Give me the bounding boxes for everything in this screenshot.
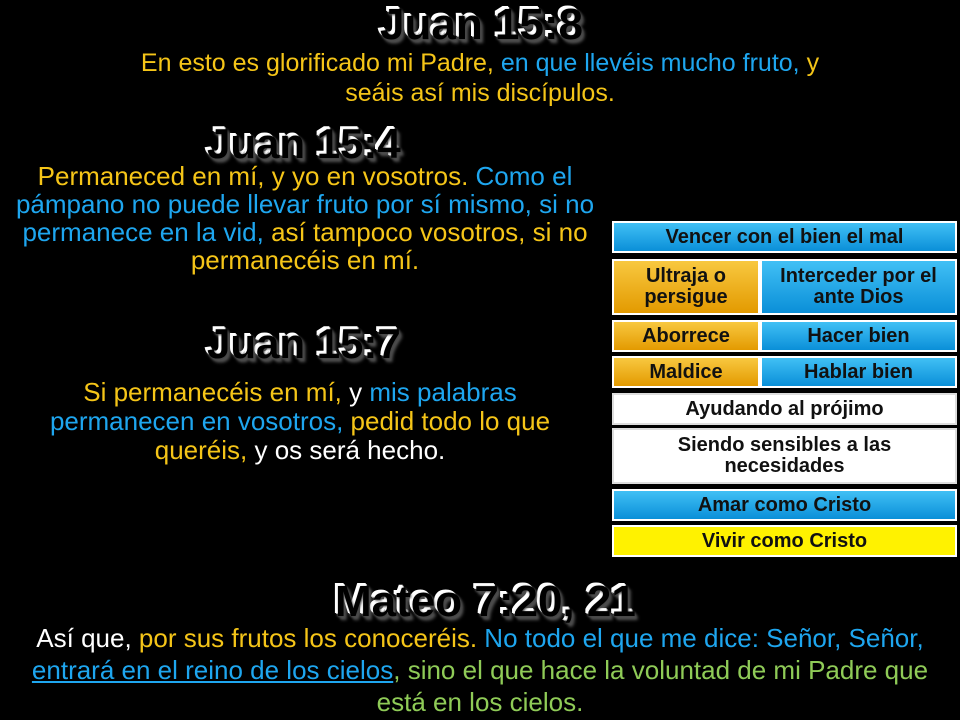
juan-15-7-part-5: y os será hecho. bbox=[247, 435, 446, 465]
juan-15-8-part-3: y bbox=[799, 49, 820, 77]
mateo-text bbox=[8, 622, 952, 718]
box-ultraja: Ultraja o persigue bbox=[612, 259, 760, 315]
box-amar: Amar como Cristo bbox=[612, 489, 957, 521]
juan-15-8-part-1: En esto es glorificado mi Padre, bbox=[140, 49, 494, 77]
juan-15-4-heading: Juan 15:4 bbox=[205, 118, 399, 165]
box-maldice: Maldice bbox=[612, 356, 760, 388]
juan-15-8-part-4: seáis así mis discípulos. bbox=[345, 79, 615, 107]
box-vivir: Vivir como Cristo bbox=[612, 525, 957, 557]
juan-15-7-part-2: y bbox=[341, 377, 370, 407]
mateo-part-3: No todo el que me dice: Señor, Señor, bbox=[477, 623, 924, 653]
box-aborrece: Aborrece bbox=[612, 320, 760, 352]
juan-15-4-part-1: Permaneced en mí, y yo en vosotros. bbox=[37, 161, 469, 191]
box-hablar-bien: Hablar bien bbox=[760, 356, 957, 388]
juan-15-4-part-3: así tampoco vosotros, si no permanecéis en mí. bbox=[190, 217, 588, 275]
juan-15-4-text bbox=[10, 162, 600, 274]
juan-15-7-text bbox=[15, 378, 585, 465]
box-ayudando: Ayudando al prójimo bbox=[612, 393, 957, 425]
juan-15-4-part-2: Como el pámpano no puede llevar fruto por sí mismo, si no permanece en la vid, bbox=[15, 161, 595, 247]
mateo-part-1: Así que, bbox=[36, 623, 132, 653]
juan-15-7-part-1: Si permanecéis en mí, bbox=[83, 377, 342, 407]
box-hacer-bien: Hacer bien bbox=[760, 320, 957, 352]
juan-15-7-part-4: pedid todo lo que queréis, bbox=[154, 406, 551, 465]
mateo-part-2: por sus frutos los conoceréis. bbox=[131, 623, 478, 653]
mateo-heading: Mateo 7:20, 21 bbox=[333, 575, 634, 624]
juan-15-8-heading: Juan 15:8 bbox=[378, 0, 581, 47]
box-vencer: Vencer con el bien el mal bbox=[612, 221, 957, 253]
mateo-part-5: , sino el que hace la voluntad de mi Padre que está en los cielos. bbox=[376, 655, 929, 717]
juan-15-8-part-2: en que llevéis mucho fruto, bbox=[493, 49, 800, 77]
juan-15-7-part-3: mis palabras permanecen en vosotros, bbox=[49, 377, 517, 436]
juan-15-8-text bbox=[30, 48, 930, 108]
box-sensibles: Siendo sensibles a las necesidades bbox=[612, 428, 957, 484]
box-interceder: Interceder por el ante Dios bbox=[760, 259, 957, 315]
mateo-part-4: entrará en el reino de los cielos bbox=[31, 655, 394, 685]
juan-15-7-heading: Juan 15:7 bbox=[205, 318, 399, 365]
